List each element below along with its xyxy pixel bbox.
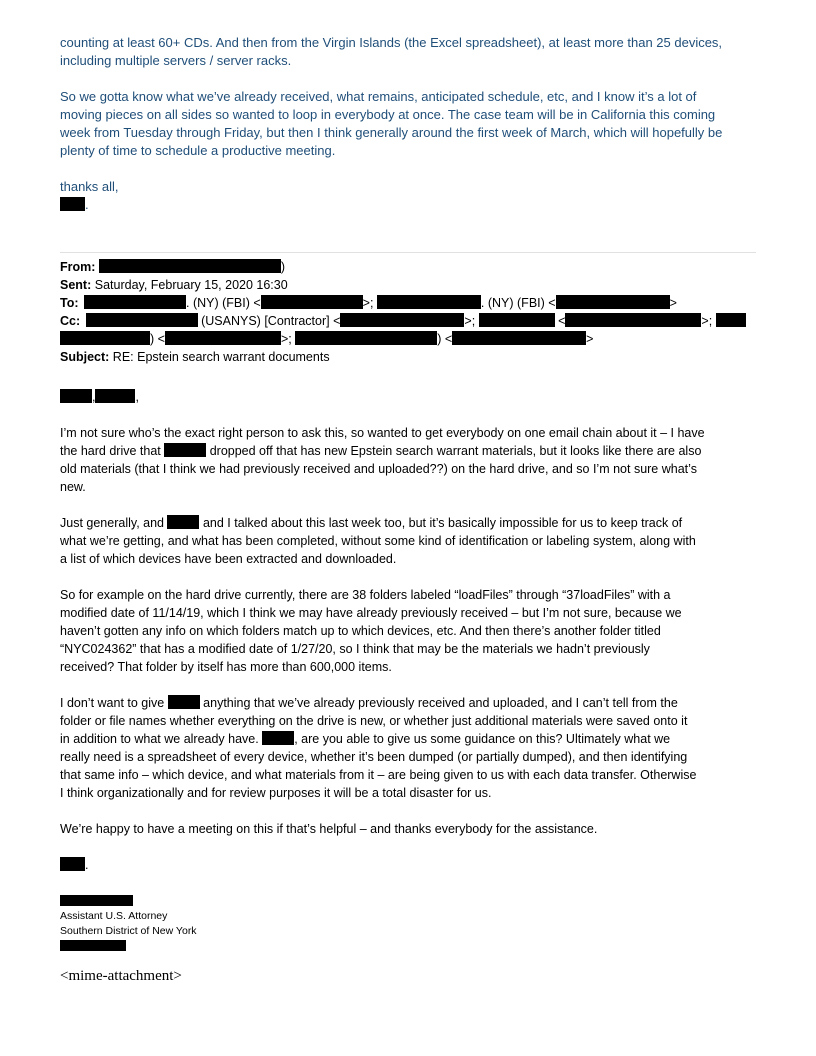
sent-line [60,276,756,294]
from-line: From: ) [60,260,286,274]
text-line: plenty of time to schedule a productive meeting. [60,143,336,158]
redaction-block [295,331,437,345]
quoted-closing: thanks all, [60,179,119,194]
body-paragraph-2: Just generally, and and I talked about this last week too, but it’s basically impossible for us to keep track of what we’re getting, and what has been completed, without some kind of identification or labeling system, along with a list of which devices have been extracted and downloaded. [60,516,696,566]
to-label: To: [60,296,79,310]
body-paragraph-3: So for example on the hard drive currently, there are 38 folders labeled “loadFiles” through “37loadFiles” with a modified date of 11/14/19, which I think we may have already previously received – but I’m not sure, because we haven’t gotten any info on which folders match up to which devices, etc. And then there’s another folder titled “NYC024362” that has a modified date of 1/27/20, so I think that may be the materials we hadn’t previously received? That folder by itself has more than 600,000 items. [60,588,682,674]
redaction-block [84,295,186,309]
email-page [60,34,756,985]
redaction-block [168,695,200,709]
cc-line-continued: ) < >; ) < > [60,330,756,348]
to-line: To: . (NY) (FBI) < >; . (NY) (FBI) < > [60,296,677,310]
text-line: week from Tuesday through Friday, but then I think generally around the first week of March, which will hopefully be [60,125,723,140]
body-paragraph-5: We’re happy to have a meeting on this if that’s helpful – and thanks everybody for the assistance. [60,822,598,836]
redaction-block [60,197,85,211]
text-line: counting at least 60+ CDs. And then from the Virgin Islands (the Excel spreadsheet), at least more than 25 devices, [60,35,723,50]
mime-attachment[interactable]: <mime-attachment> [60,968,182,984]
redaction-block [377,295,481,309]
quoted-signature: . [60,196,756,214]
redaction-block [556,295,670,309]
redaction-block [479,313,555,327]
redaction-block [60,895,133,906]
body-paragraph-4: I don’t want to give anything that we’ve already previously received and uploaded, and I can’t tell from the folder or file names whether everything on the drive is new, or whether just additional materials were saved onto it in addition to what we already have. , are you able to give us some guidance on this? Ultimately what we really need is a spreadsheet of every device, whether it’s been dumped (or partially dumped), and then identifying that same info – which device, and what materials from it – are being given to us with each data transfer. Otherwise I think organizationally and for review purposes it will be a total disaster for us. [60,696,697,800]
quoted-paragraph-1 [60,34,756,70]
redaction-block [99,259,281,273]
subject-label: Subject: [60,350,110,364]
redaction-block [167,515,199,529]
redaction-block [165,331,281,345]
body-signoff: . [60,856,756,874]
redaction-block [261,295,363,309]
redaction-block [565,313,701,327]
redaction-block [60,389,92,403]
redaction-block [60,331,150,345]
quoted-message [60,34,756,214]
redaction-block [716,313,746,327]
body-paragraph-1: I’m not sure who’s the exact right person to ask this, so wanted to get everybody on one email chain about it – I have the hard drive that dropped off that has new Epstein search warrant materials, but it looks like there are also old materials (that I think we had previously received and uploaded??) on the hard drive, and so I’m not sure what’s new. [60,426,705,494]
redaction-block [60,857,85,871]
email-header [60,258,756,366]
redaction-block [86,313,198,327]
redaction-block [60,940,126,951]
text-line: So we gotta know what we’ve already received, what remains, anticipated schedule, etc, and I know it’s a lot of [60,89,697,104]
cc-label: Cc: [60,314,81,328]
redaction-block [164,443,206,457]
signature-block [60,894,756,954]
cc-line: Cc: (USANYS) [Contractor] < >; < >; [60,312,756,330]
redaction-block [452,331,586,345]
quoted-paragraph-2 [60,88,756,160]
sent-label: Sent: [60,278,92,292]
email-body [60,424,756,874]
from-label: From: [60,260,96,274]
subject-line [60,348,756,366]
text-line: moving pieces on all sides so wanted to loop in everybody at once. The case team will be in California this coming [60,107,716,122]
text-line: including multiple servers / server racks. [60,53,292,68]
redaction-block [95,389,135,403]
sent-value: Saturday, February 15, 2020 16:30 [94,278,288,292]
signature-title: Assistant U.S. Attorney [60,910,168,922]
redaction-block [262,731,294,745]
salutation: , , [60,388,756,406]
redaction-block [340,313,464,327]
subject-value: RE: Epstein search warrant documents [112,350,330,364]
signature-office: Southern District of New York [60,925,197,937]
